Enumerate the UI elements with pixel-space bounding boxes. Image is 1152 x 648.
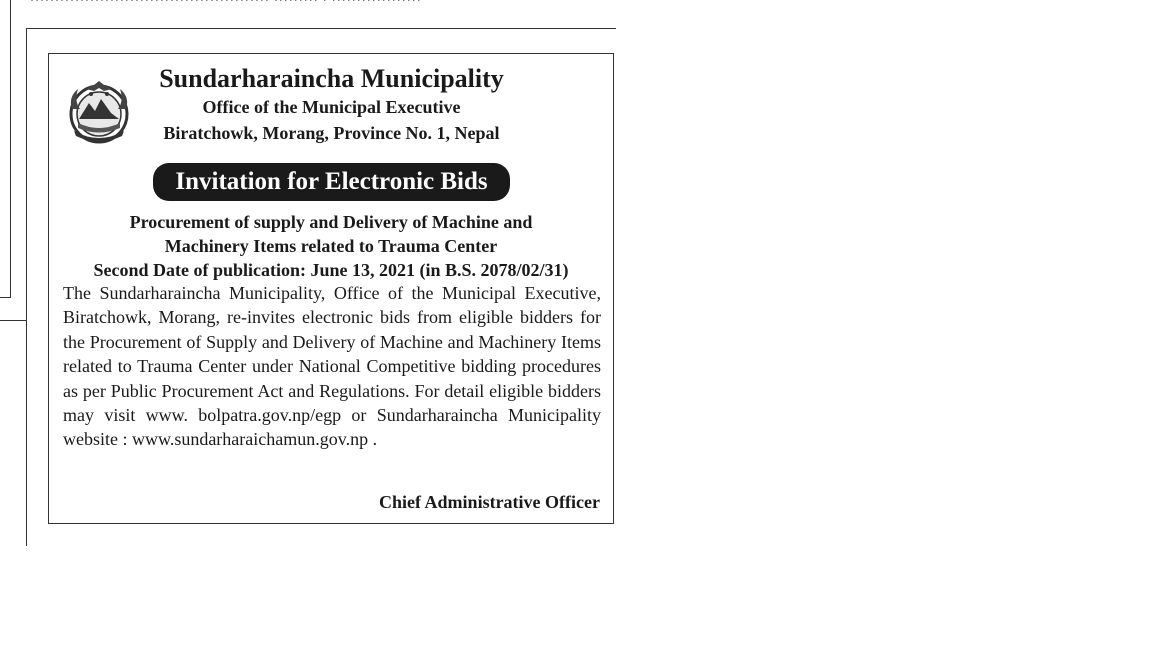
procurement-subject <box>57 210 605 258</box>
publication-date: Second Date of publication: June 13, 2021 (in B.S. 2078/02/31) <box>93 260 569 280</box>
subject-line-1: Procurement of supply and Delivery of Machine and <box>129 212 533 232</box>
office-address: Biratchowk, Morang, Province No. 1, Nepal <box>163 123 500 143</box>
column-rule-left-foot <box>0 297 11 298</box>
municipality-name: Sundarharaincha Municipality <box>159 64 504 93</box>
column-rule-left <box>10 0 11 298</box>
nepal-government-emblem-icon <box>64 79 134 145</box>
notice-header <box>129 63 534 147</box>
subject-line-2: Machinery Items related to Trauma Center <box>164 236 498 256</box>
bid-notice <box>48 53 614 524</box>
notice-title: Invitation for Electronic Bids <box>153 163 510 201</box>
column-rule-left-foot-2 <box>0 320 27 321</box>
signatory: Chief Administrative Officer <box>379 492 600 512</box>
section-rule-left <box>26 28 27 546</box>
cropped-text-strip <box>30 0 550 5</box>
section-rule-top <box>26 28 616 29</box>
office-name: Office of the Municipal Executive <box>202 97 461 117</box>
notice-body: The Sundarharaincha Municipality, Office of the Municipal Executive, Biratchowk, Morang, re-invites electronic bids from eligible bidders for the Procurement of Supply and Delivery of Machine and Machinery Items related to Trauma Center under National Competitive bidding procedures as per Public Procurement Act and Regulations. For detail eligible bidders may visit www. bolpatra.gov.np/egp or Sundarharaincha Municipality website : www.sundarharaichamun.gov.np . <box>63 283 601 450</box>
